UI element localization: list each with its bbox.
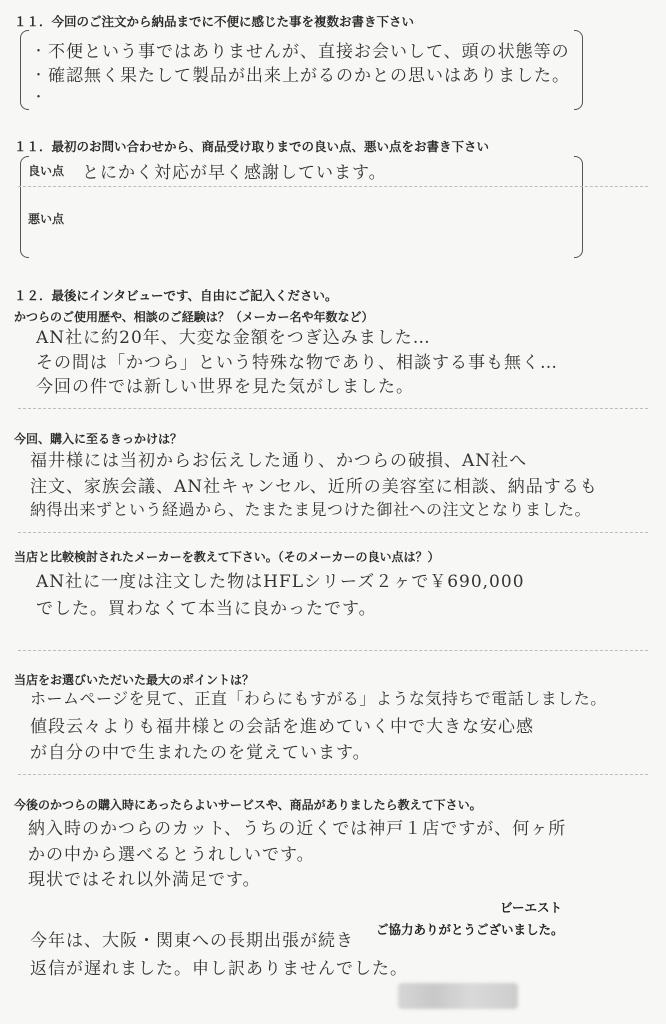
q11a-left-bracket xyxy=(20,30,29,110)
history-question: かつらのご使用歴や、相談のご経験は？（メーカー名や年数など） xyxy=(14,310,374,324)
q11a-title: １１．今回のご注文から納品までに不便に感じた事を複数お書き下さい xyxy=(14,14,415,29)
reason-answer-line: ホームページを見て、正直「わらにもすがる」ような気持ちで電話しました。 xyxy=(30,689,607,708)
history-answer-line: その間は「かつら」という特殊な物であり、相談する事も無く… xyxy=(36,353,558,373)
services-answer-line: かの中から選べるとうれしいです。 xyxy=(28,845,315,865)
good-point-text: とにかく対応が早く感謝しています。 xyxy=(82,163,387,183)
trigger-answer-line: 福井様には当初からお伝えした通り、かつらの破損、AN社へ xyxy=(30,451,528,471)
reason-question: 当店をお選びいただいた最大のポイントは？ xyxy=(14,673,255,687)
company-name: ビーエスト xyxy=(500,900,563,915)
bullet: ・ xyxy=(32,44,46,59)
divider xyxy=(18,186,648,187)
good-point-label: 良い点 xyxy=(28,164,65,178)
services-question: 今後のかつらの購入時にあったらよいサービスや、商品がありましたら教えて下さい。 xyxy=(14,798,482,812)
history-answer-line: AN社に約20年、大変な金額をつぎ込みました… xyxy=(36,328,431,348)
services-answer-line: 納入時のかつらのカット、うちの近くでは神戸１店ですが、何ヶ所 xyxy=(28,819,567,839)
divider xyxy=(18,650,648,651)
divider xyxy=(18,408,648,409)
closing-note-line: 返信が遅れました。申し訳ありませんでした。 xyxy=(30,959,408,979)
q11b-title: １１．最初のお問い合わせから、商品受け取りまでの良い点、悪い点をお書き下さい xyxy=(14,139,490,154)
compare-answer-line: AN社に一度は注文した物はHFLシリーズ２ヶで￥690,000 xyxy=(36,572,525,592)
q11b-right-bracket xyxy=(574,156,583,258)
closing-note-line: 今年は、大阪・関東への長期出張が続き xyxy=(30,931,354,951)
trigger-question: 今回、購入に至るきっかけは？ xyxy=(14,432,183,446)
q11a-answer-line: 不便という事ではありませんが、直接お会いして、頭の状態等の xyxy=(48,42,570,62)
q12-title: １２．最後にインタビューです、自由にご記入ください。 xyxy=(14,288,338,303)
bullet: ・ xyxy=(32,90,46,105)
bad-point-label: 悪い点 xyxy=(28,212,65,226)
services-answer-line: 現状ではそれ以外満足です。 xyxy=(28,870,261,890)
redacted-signature xyxy=(398,983,518,1009)
trigger-answer-line: 納得出来ずという経過から、たまたま見つけた御社への注文となりました。 xyxy=(30,500,592,519)
reason-answer-line: 値段云々よりも福井様との会話を進めていく中で大きな安心感 xyxy=(30,717,534,737)
q11a-right-bracket xyxy=(574,30,583,110)
trigger-answer-line: 注文、家族会議、AN社キャンセル、近所の美容室に相談、納品するも xyxy=(30,477,598,497)
q11a-answer-line: 確認無く果たして製品が出来上がるのかとの思いはありました。 xyxy=(48,66,570,86)
bullet: ・ xyxy=(32,68,46,83)
divider xyxy=(18,774,648,775)
divider xyxy=(18,532,648,533)
reason-answer-line: が自分の中で生まれたのを覚えています。 xyxy=(30,743,371,763)
compare-answer-line: でした。買わなくて本当に良かったです。 xyxy=(36,599,377,619)
history-answer-line: 今回の件では新しい世界を見た気がしました。 xyxy=(36,377,414,397)
thanks-message: ご協力ありがとうございました。 xyxy=(376,922,564,937)
compare-question: 当店と比較検討されたメーカーを教えて下さい。（そのメーカーの良い点は？） xyxy=(14,550,440,564)
